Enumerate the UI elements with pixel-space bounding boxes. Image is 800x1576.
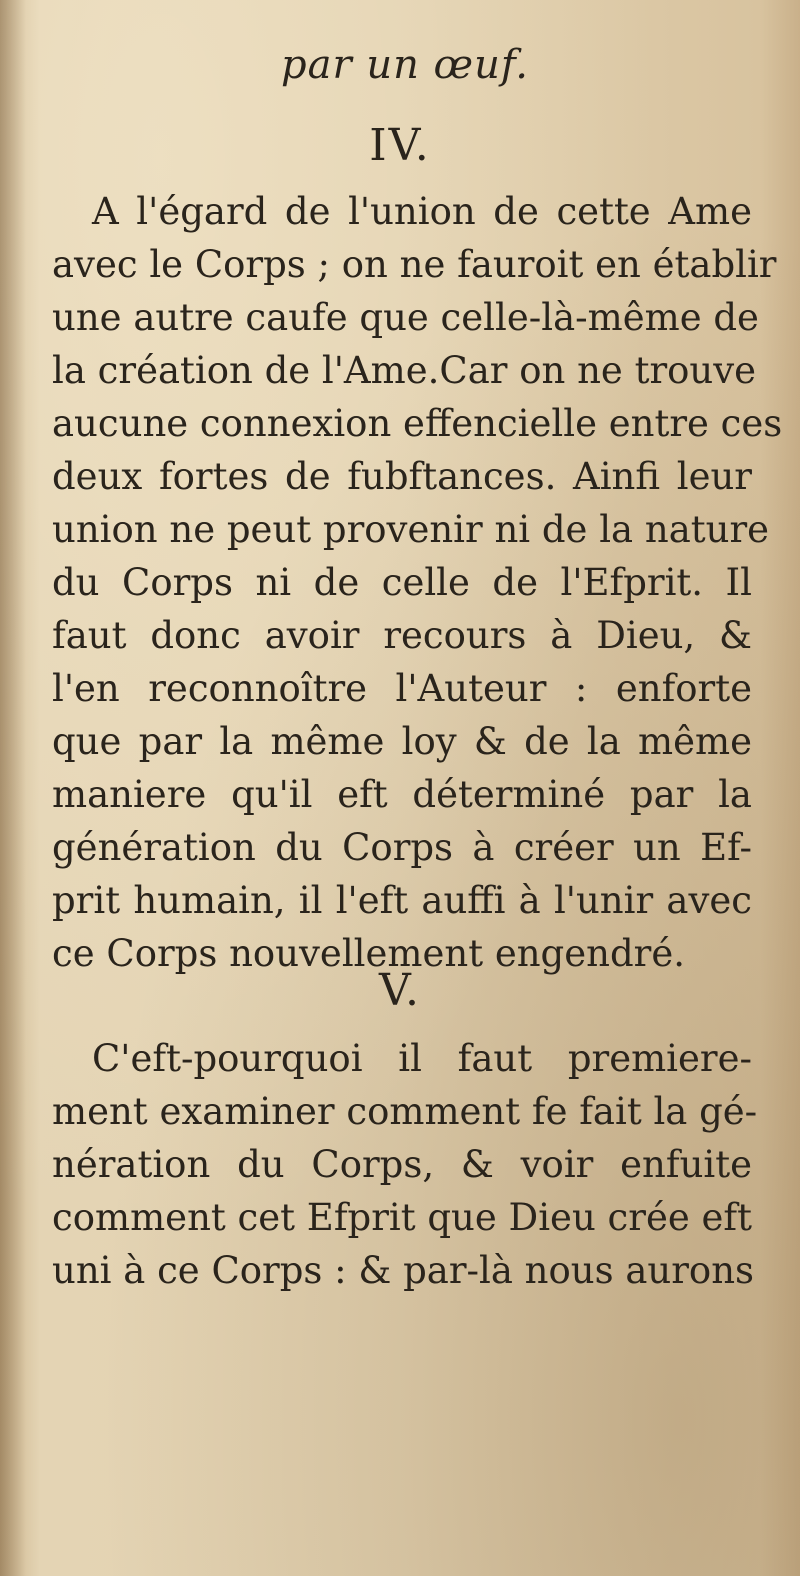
text-line: ment examiner comment fe fait la gé- (52, 1090, 758, 1133)
text-line: uni à ce Corps : & par-là nous aurons (52, 1249, 755, 1292)
text-line: du Corps ni de celle de l'Efprit. Il (52, 561, 752, 604)
running-head: par un œuf. (281, 42, 529, 88)
text-line: une autre caufe que celle-là-même de (52, 296, 759, 339)
text-line: A l'égard de l'union de cette Ame (92, 190, 752, 233)
section-number-iv: IV. (369, 120, 431, 171)
section-iv-text (52, 185, 783, 980)
text-line: comment cet Efprit que Dieu crée eft (52, 1196, 752, 1239)
text-line: ce Corps nouvellement engendré. (52, 932, 685, 975)
text-line: faut donc avoir recours à Dieu, & (52, 614, 752, 657)
text-line: nération du Corps, & voir enfuite (52, 1143, 752, 1186)
text-line: génération du Corps à créer un Ef- (52, 826, 752, 869)
text-line: la création de l'Ame.Car on ne trouve (52, 349, 757, 392)
text-line: union ne peut provenir ni de la nature (52, 508, 770, 551)
text-line: maniere qu'il eft déterminé par la (52, 773, 752, 816)
section-number-v: V. (378, 965, 422, 1016)
text-line: C'eft-pourquoi il faut premiere- (92, 1037, 752, 1080)
text-line: deux fortes de fubftances. Ainfi leur (52, 455, 752, 498)
text-line: prit humain, il l'eft auffi à l'unir avec (52, 879, 752, 922)
text-line: avec le Corps ; on ne fauroit en établir (52, 243, 777, 286)
page-gutter-shadow (0, 0, 26, 1576)
text-line: aucune connexion effencielle entre ces (52, 402, 783, 445)
text-line: que par la même loy & de la même (52, 720, 752, 763)
text-line: l'en reconnoître l'Auteur : enforte (52, 667, 752, 710)
section-v-text (52, 1032, 758, 1297)
